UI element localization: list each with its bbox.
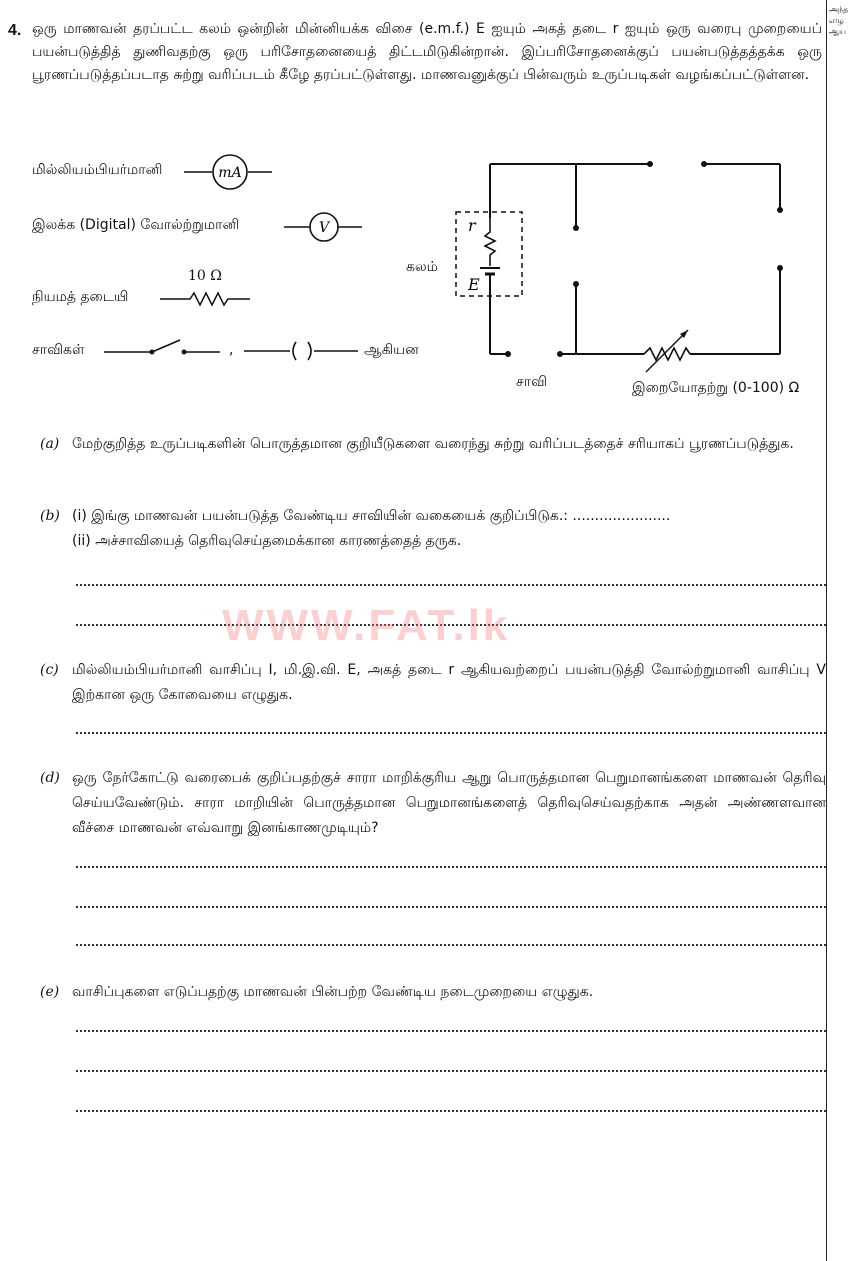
milliammeter-symbol — [184, 154, 274, 190]
question-c-text: மில்லியம்பியர்மானி வாசிப்பு I, மி.இ.வி. E, அகத் தடை r ஆகியவற்றைப் பயன்படுத்தி வோல்ற்றுமானி வாசிப்பு V இற்கான ஒரு கோவையை எழுதுக. — [72, 662, 826, 703]
answer-line-d-3[interactable] — [76, 942, 826, 946]
question-e — [40, 980, 826, 1005]
resistor-label: நியமத் தடையி — [32, 289, 129, 305]
answer-line-b-1[interactable] — [76, 582, 826, 586]
answer-line-d-1[interactable] — [76, 864, 826, 868]
question-c — [40, 658, 826, 708]
milliammeter-symbol-text: mA — [218, 165, 242, 181]
answer-line-c-1[interactable] — [76, 730, 826, 734]
rheostat-symbol — [644, 348, 690, 360]
question-a-text: மேற்குறித்த உருப்படிகளின் பொருத்தமான குறியீடுகளை வரைந்து சுற்று வரிப்படத்தைச் சரியாகப் பூரணப்படுத்துக. — [72, 436, 794, 452]
question-c-tag: (c) — [40, 662, 59, 678]
keys-separator: , — [229, 342, 234, 358]
keys-label: சாவிகள் — [32, 342, 85, 358]
voltmeter-symbol — [284, 210, 364, 244]
question-d-text: ஒரு நேர்கோட்டு வரைபைக் குறிப்பதற்குச் சாரா மாறிக்குரிய ஆறு பொருத்தமான பெறுமானங்களை மாணவன் தெரிவு செய்யவேண்டும். சாரா மாறியின் பொருத்தமான பெறுமானங்களைத் தெரிவுசெய்வதற்காக அதன் அண்ணளவான வீச்சை மாணவன் எவ்வாறு இனங்காணமுடியும்? — [72, 770, 826, 836]
question-intro: ஒரு மாணவன் தரப்பட்ட கலம் ஒன்றின் மின்னியக்க விசை (e.m.f.) E ஐயும் அகத் தடை r ஐயும் ஒரு வரைபு முறையைப் பயன்படுத்தித் துணிவதற்கு ஒரு பரிசோதனையைத் திட்டமிடுகின்றான். இப்பரிசோதனைக்குப் பயன்படுத்தத்தக்க ஒரு பூரணப்படுத்தப்படாத சுற்று வரிப்படம் கீழே தரப்பட்டுள்ளது. மாணவனுக்குப் பின்வரும் உருப்படிகள் வழங்கப்பட்டுள்ளன. — [32, 21, 822, 83]
question-a — [40, 432, 826, 457]
answer-line-e-1[interactable] — [76, 1028, 826, 1032]
question-b-ii: (ii) அச்சாவியைத் தெரிவுசெய்தமைக்கான காரணத்தைத் தருக. — [72, 533, 462, 549]
answer-line-e-3[interactable] — [76, 1108, 826, 1112]
circuit-diagram — [440, 150, 800, 400]
answer-line-e-2[interactable] — [76, 1068, 826, 1072]
question-a-tag: (a) — [40, 436, 60, 452]
question-number: 4. — [8, 22, 22, 39]
margin-note: அந்த எழு ஆய — [829, 5, 848, 36]
key-label: சாவி — [516, 374, 547, 390]
watermark: WWW.FAT.lk — [222, 601, 511, 650]
question-d-tag: (d) — [40, 770, 60, 786]
voltmeter-symbol-text: V — [318, 220, 330, 236]
question-b-tag: (b) — [40, 508, 60, 524]
plug-key-symbol — [244, 338, 360, 364]
resistor-symbol — [160, 288, 252, 308]
question-e-text: வாசிப்புகளை எடுப்பதற்கு மாணவன் பின்பற்ற வேண்டிய நடைமுறையை எழுதுக. — [72, 984, 594, 1000]
question-b — [40, 504, 826, 554]
milliammeter-label: மில்லியம்பியர்மானி — [32, 162, 163, 178]
emf-label: E — [468, 275, 480, 294]
internal-resistor — [485, 218, 495, 266]
question-b-i: (i) இங்கு மாணவன் பயன்படுத்த வேண்டிய சாவியின் வகையைக் குறிப்பிடுக.: ...................... — [72, 508, 671, 524]
answer-line-d-2[interactable] — [76, 904, 826, 908]
keys-suffix: ஆகியன — [364, 342, 419, 358]
rheostat-label: இறையோதற்று (0-100) Ω — [632, 380, 800, 396]
question-d — [40, 766, 826, 841]
voltmeter-label: இலக்க (Digital) வோல்ற்றுமானி — [32, 217, 240, 233]
cell-label: கலம் — [406, 259, 438, 275]
resistor-value: 10 Ω — [188, 268, 222, 284]
question-e-tag: (e) — [40, 984, 60, 1000]
margin-rule — [826, 0, 827, 1261]
tap-key-symbol — [104, 336, 224, 362]
internal-resistance-label: r — [468, 216, 476, 235]
